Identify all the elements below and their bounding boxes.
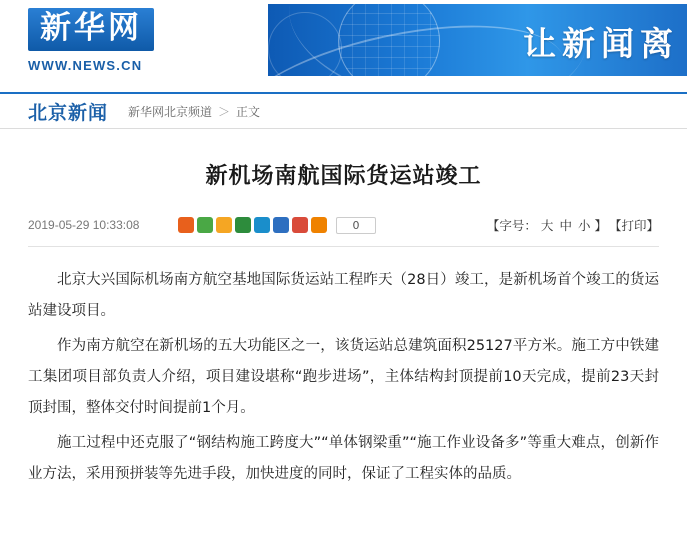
douban-share-icon[interactable] [235,217,251,233]
breadcrumb-separator-icon: ＞ [218,104,231,119]
print-button[interactable]: 【打印】 [608,218,659,233]
wechat-share-icon[interactable] [197,217,213,233]
banner-slogan: 让新闻离 [523,24,679,63]
article-paragraph: 北京大兴国际机场南方航空基地国际货运站工程昨天（28日）竣工，是新机场首个竣工的货运站建设项目。 [28,272,659,319]
fontsize-large-button[interactable]: 大 [540,218,554,233]
fontsize-label: 【字号： [486,218,537,233]
article-container [0,159,687,490]
alipay-share-icon[interactable] [254,217,270,233]
fontsize-medium-button[interactable]: 中 [559,218,572,233]
page-title: 新机场南航国际货运站竣工 [205,164,482,189]
site-header [0,0,687,92]
breadcrumb [128,103,260,120]
article-timestamp: 2019-05-29 10:33:08 [28,218,140,232]
breadcrumb-item-current: 正文 [236,104,261,119]
article-body [28,265,659,490]
channel-bar [0,92,687,129]
site-logo-block[interactable] [0,0,268,73]
breadcrumb-item-channel[interactable]: 新华网北京频道 [128,104,213,119]
qzone-share-icon[interactable] [216,217,232,233]
fontsize-label-close: 】 [594,218,607,233]
article-paragraph: 施工过程中还克服了“钢结构施工跨度大”“单体钢梁重”“施工作业设备多”等重大难点，创新作业方法，采用预拼装等先进手段，加快进度的同时，保证了工程实体的品质。 [28,435,659,482]
header-banner-ad[interactable] [268,4,687,76]
channel-title: 北京新闻 [28,101,109,124]
more-share-icon[interactable] [311,217,327,233]
share-icon-bar[interactable] [178,217,376,234]
site-logo[interactable]: 新华网 [28,8,154,51]
weibo-share-icon[interactable] [178,217,194,233]
site-logo-url: WWW.NEWS.CN [28,58,143,73]
tieba-share-icon[interactable] [292,217,308,233]
renren-share-icon[interactable] [273,217,289,233]
fontsize-small-button[interactable]: 小 [577,218,591,233]
article-tools [487,216,659,234]
article-meta-row [28,216,659,247]
share-count-badge: 0 [336,217,376,234]
article-paragraph: 作为南方航空在新机场的五大功能区之一，该货运站总建筑面积25127平方米。施工方中铁建工集团项目部负责人介绍，项目建设堪称“跑步进场”，主体结构封顶提前10天完成，提前23天封顶封围，整体交付时间提前1个月。 [28,338,659,416]
